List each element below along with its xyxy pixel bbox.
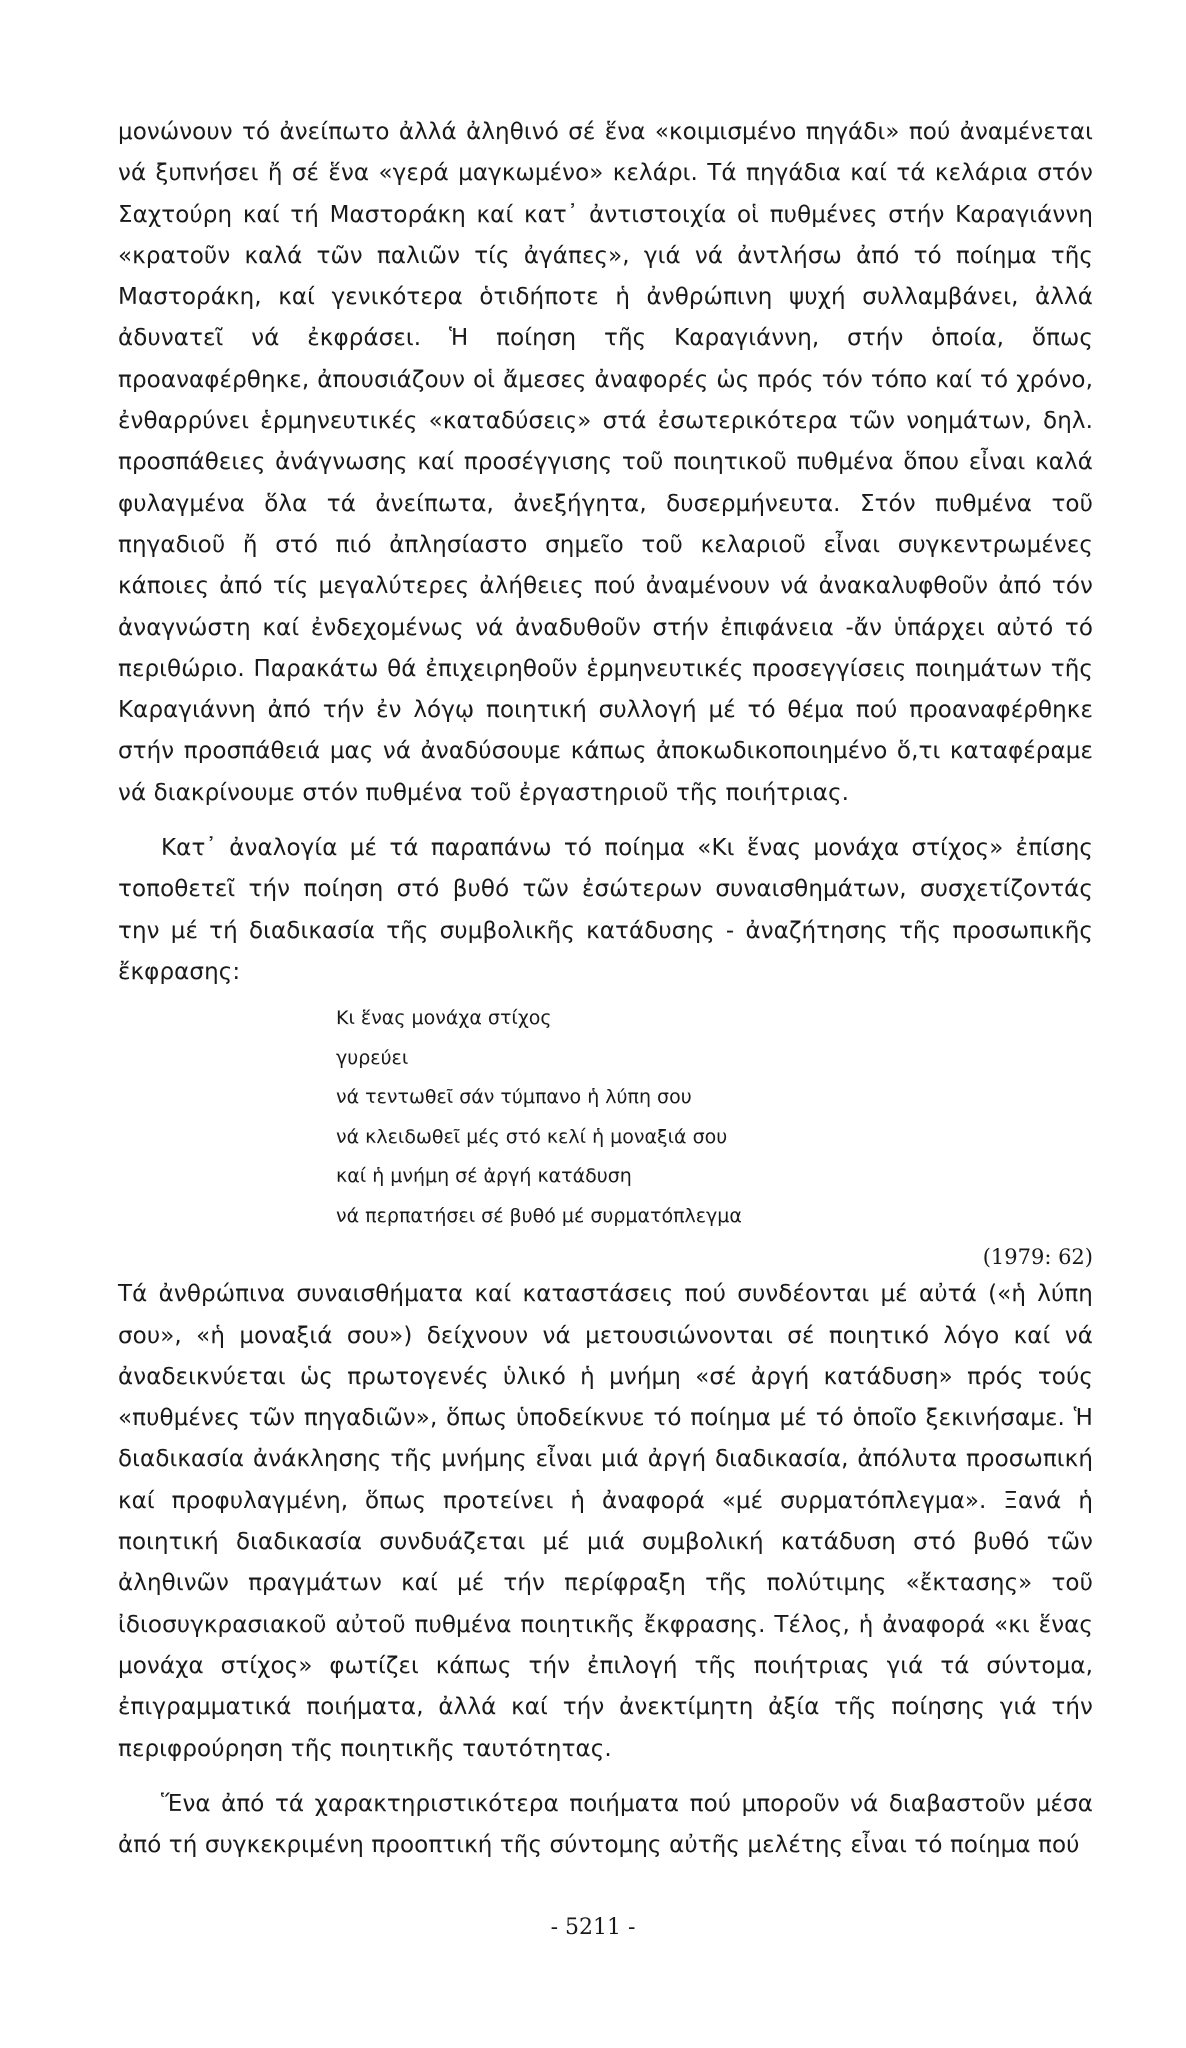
poem-line-6: νά περπατήσει σέ βυθό μέ συρματόπλεγμα [336, 1204, 742, 1227]
poem-line-3: νά τεντωθεῖ σάν τύμπανο ἡ λύπη σου [336, 1086, 692, 1109]
poem-block [336, 999, 1093, 1236]
paragraph-4: Ἕνα ἀπό τά χαρακτηριστικότερα ποιήματα πού μποροῦν νά διαβαστοῦν μέσα ἀπό τή συγκεκριμένη προοπτική τῆς σύντομης αὐτῆς μελέτης εἶναι τό ποίημα πού [118, 1790, 1093, 1859]
paragraph-2: Κατ᾿ ἀναλογία μέ τά παραπάνω τό ποίημα «Κι ἕνας μονάχα στίχος» ἐπίσης τοποθετεῖ τήν ποίηση στό βυθό τῶν ἐσώτερων συναισθημάτων, συσχετίζοντάς την μέ τή διαδικασία τῆς συμβολικῆς κατάδυσης - ἀναζήτησης τῆς προσωπικῆς ἔκφρασης: [118, 835, 1093, 985]
poem-line-4: νά κλειδωθεῖ μές στό κελί ἡ μοναξιά σου [336, 1125, 728, 1148]
poem-line-2: γυρεύει [336, 1046, 409, 1069]
page-number: - 5211 - [550, 1915, 636, 1940]
page-body [118, 112, 1093, 1866]
paragraph-1: μονώνουν τό ἀνείπωτο ἀλλά ἀληθινό σέ ἕνα «κοιμισμένο πηγάδι» πού ἀναμένεται νά ξυπνήσει ἤ σέ ἕνα «γερά μαγκωμένο» κελάρι. Τά πηγάδια καί τά κελάρια στόν Σαχτούρη καί τή Μαστοράκη καί κατ᾿ ἀντιστοιχία οἱ πυθμένες στήν Καραγιάννη «κρατοῦν καλά τῶν παλιῶν τίς ἀγάπες», γιά νά ἀντλήσω ἀπό τό ποίημα τῆς Μαστοράκη, καί γενικότερα ὁτιδήποτε ἡ ἀνθρώπινη ψυχή συλλαμβάνει, ἀλλά ἀδυνατεῖ νά ἐκφράσει. Ἡ ποίηση τῆς Καραγιάννη, στήν ὁποία, ὅπως προαναφέρθηκε, ἀπουσιάζουν οἱ ἄμεσες ἀναφορές ὡς πρός τόν τόπο καί τό χρόνο, ἐνθαρρύνει ἑρμηνευτικές «καταδύσεις» στά ἐσωτερικότερα τῶν νοημάτων, δηλ. προσπάθειες ἀνάγνωσης καί προσέγγισης τοῦ ποιητικοῦ πυθμένα ὅπου εἶναι καλά φυλαγμένα ὅλα τά ἀνείπωτα, ἀνεξήγητα, δυσερμήνευτα. Στόν πυθμένα τοῦ πηγαδιοῦ ἤ στό πιό ἀπλησίαστο σημεῖο τοῦ κελαριοῦ εἶναι συγκεντρωμένες κάποιες ἀπό τίς μεγαλύτερες ἀλήθειες πού ἀναμένουν νά ἀνακαλυφθοῦν ἀπό τόν ἀναγνώστη καί ἐνδεχομένως νά ἀναδυθοῦν στήν ἐπιφάνεια -ἄν ὑπάρχει αὐτό τό περιθώριο. Παρακάτω θά ἐπιχειρηθοῦν ἑρμηνευτικές προσεγγίσεις ποιημάτων τῆς Καραγιάννη ἀπό τήν ἐν λόγῳ ποιητική συλλογή μέ τό θέμα πού προαναφέρθηκε στήν προσπάθειά μας νά ἀναδύσουμε κάπως ἀποκωδικοποιημένο ὅ,τι καταφέραμε νά διακρίνουμε στόν πυθμένα τοῦ ἐργαστηριοῦ τῆς ποιήτριας. [118, 119, 1093, 806]
poem-citation: (1979: 62) [982, 1245, 1093, 1270]
poem-line-5: καί ἡ μνήμη σέ ἀργή κατάδυση [336, 1165, 632, 1188]
paragraph-3: Τά ἀνθρώπινα συναισθήματα καί καταστάσεις πού συνδέονται μέ αὐτά («ἡ λύπη σου», «ἡ μοναξιά σου») δείχνουν νά μετουσιώνονται σέ ποιητικό λόγο καί νά ἀναδεικνύεται ὡς πρωτογενές ὑλικό ἡ μνήμη «σέ ἀργή κατάδυση» πρός τούς «πυθμένες τῶν πηγαδιῶν», ὅπως ὑποδείκνυε τό ποίημα μέ τό ὁποῖο ξεκινήσαμε. Ἡ διαδικασία ἀνάκλησης τῆς μνήμης εἶναι μιά ἀργή διαδικασία, ἀπόλυτα προσωπική καί προφυλαγμένη, ὅπως προτείνει ἡ ἀναφορά «μέ συρματόπλεγμα». Ξανά ἡ ποιητική διαδικασία συνδυάζεται μέ μιά συμβολική κατάδυση στό βυθό τῶν ἀληθινῶν πραγμάτων καί μέ τήν περίφραξη τῆς πολύτιμης «ἔκτασης» τοῦ ἰδιοσυγκρασιακοῦ αὐτοῦ πυθμένα ποιητικῆς ἔκφρασης. Τέλος, ἡ ἀναφορά «κι ἕνας μονάχα στίχος» φωτίζει κάπως τήν ἐπιλογή τῆς ποιήτριας γιά τά σύντομα, ἐπιγραμματικά ποιήματα, ἀλλά καί τήν ἀνεκτίμητη ἀξία τῆς ποίησης γιά τήν περιφρούρηση τῆς ποιητικῆς ταυτότητας. [118, 1281, 1093, 1762]
poem-line-1: Κι ἕνας μονάχα στίχος [336, 1007, 552, 1030]
